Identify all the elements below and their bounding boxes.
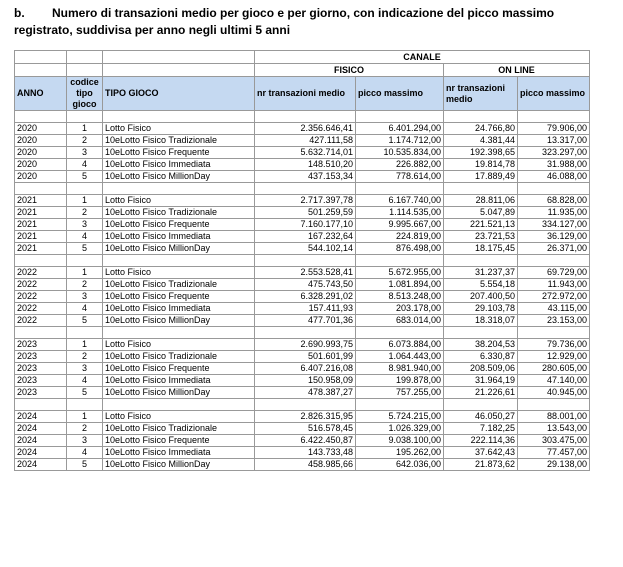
cell-anno: 2021 [15,243,67,255]
table-row [15,351,590,363]
cell-online-medio: 31.964,19 [444,375,518,387]
cell-online-medio: 19.814,78 [444,159,518,171]
table-row [15,123,590,135]
cell-fisico-picco: 6.401.294,00 [356,123,444,135]
cell-online-medio: 4.381,44 [444,135,518,147]
cell-online-medio: 5.554,18 [444,279,518,291]
cell-fisico-picco: 5.724.215,00 [356,411,444,423]
subchannel-header-row [15,64,590,77]
cell-online-medio: 31.237,37 [444,267,518,279]
cell-codice: 5 [67,315,103,327]
cell-fisico-medio: 437.153,34 [255,171,356,183]
col-fisico-picco: picco massimo [356,77,444,111]
cell-anno: 2022 [15,267,67,279]
cell-fisico-medio: 2.717.397,78 [255,195,356,207]
cell-codice: 2 [67,207,103,219]
cell-online-picco: 43.115,00 [518,303,590,315]
transactions-table [14,50,590,471]
cell-fisico-medio: 150.958,09 [255,375,356,387]
col-fisico-medio: nr transazioni medio [255,77,356,111]
cell-fisico-picco: 683.014,00 [356,315,444,327]
cell-codice: 1 [67,267,103,279]
cell-tipo-gioco: 10eLotto Fisico Tradizionale [103,351,255,363]
section-title-line2: registrato, suddivisa per anno negli ultimi 5 anni [14,23,291,37]
cell-anno: 2022 [15,315,67,327]
cell-fisico-medio: 544.102,14 [255,243,356,255]
cell-tipo-gioco: Lotto Fisico [103,339,255,351]
cell-online-picco: 272.972,00 [518,291,590,303]
cell-codice: 3 [67,147,103,159]
section-number: b. [14,6,25,20]
cell-online-picco: 69.729,00 [518,267,590,279]
cell-online-picco: 31.988,00 [518,159,590,171]
cell-codice: 4 [67,447,103,459]
cell-tipo-gioco: 10eLotto Fisico Tradizionale [103,423,255,435]
cell-anno: 2020 [15,123,67,135]
cell-fisico-medio: 427.111,58 [255,135,356,147]
cell-online-medio: 18.175,45 [444,243,518,255]
table-row [15,159,590,171]
cell-fisico-picco: 642.036,00 [356,459,444,471]
cell-tipo-gioco: 10eLotto Fisico Immediata [103,231,255,243]
cell-online-medio: 24.766,80 [444,123,518,135]
cell-codice: 2 [67,351,103,363]
cell-online-picco: 303.475,00 [518,435,590,447]
cell-fisico-medio: 148.510,20 [255,159,356,171]
table-row [15,171,590,183]
cell-fisico-medio: 2.826.315,95 [255,411,356,423]
cell-tipo-gioco: Lotto Fisico [103,267,255,279]
table-row [15,303,590,315]
cell-online-medio: 46.050,27 [444,411,518,423]
cell-fisico-medio: 2.553.528,41 [255,267,356,279]
cell-codice: 4 [67,159,103,171]
cell-codice: 1 [67,195,103,207]
cell-tipo-gioco: 10eLotto Fisico Immediata [103,159,255,171]
cell-online-medio: 21.873,62 [444,459,518,471]
cell-tipo-gioco: 10eLotto Fisico Frequente [103,363,255,375]
cell-fisico-picco: 1.174.712,00 [356,135,444,147]
table-row [15,339,590,351]
cell-codice: 3 [67,435,103,447]
cell-fisico-medio: 143.733,48 [255,447,356,459]
cell-online-medio: 207.400,50 [444,291,518,303]
group-spacer-row [15,327,590,339]
table-row [15,135,590,147]
cell-fisico-medio: 2.356.646,41 [255,123,356,135]
cell-online-picco: 13.543,00 [518,423,590,435]
cell-online-picco: 23.153,00 [518,315,590,327]
cell-fisico-picco: 6.073.884,00 [356,339,444,351]
cell-codice: 2 [67,135,103,147]
cell-fisico-picco: 1.026.329,00 [356,423,444,435]
cell-codice: 4 [67,303,103,315]
table-row [15,423,590,435]
cell-tipo-gioco: 10eLotto Fisico MillionDay [103,315,255,327]
cell-anno: 2020 [15,135,67,147]
cell-tipo-gioco: 10eLotto Fisico MillionDay [103,171,255,183]
cell-anno: 2024 [15,411,67,423]
cell-tipo-gioco: 10eLotto Fisico Immediata [103,447,255,459]
group-spacer-row [15,255,590,267]
cell-anno: 2023 [15,351,67,363]
cell-codice: 5 [67,387,103,399]
cell-fisico-picco: 1.064.443,00 [356,351,444,363]
cell-online-medio: 28.811,06 [444,195,518,207]
cell-online-picco: 46.088,00 [518,171,590,183]
cell-tipo-gioco: 10eLotto Fisico Frequente [103,147,255,159]
table-row [15,363,590,375]
cell-online-medio: 17.889,49 [444,171,518,183]
cell-codice: 5 [67,171,103,183]
cell-fisico-medio: 501.259,59 [255,207,356,219]
cell-codice: 1 [67,339,103,351]
online-header: ON LINE [444,64,590,77]
cell-fisico-picco: 8.981.940,00 [356,363,444,375]
table-row [15,447,590,459]
cell-fisico-picco: 9.995.667,00 [356,219,444,231]
cell-online-picco: 334.127,00 [518,219,590,231]
table-row [15,459,590,471]
cell-online-medio: 222.114,36 [444,435,518,447]
table-row [15,315,590,327]
cell-fisico-picco: 1.081.894,00 [356,279,444,291]
cell-tipo-gioco: 10eLotto Fisico MillionDay [103,243,255,255]
cell-online-picco: 13.317,00 [518,135,590,147]
cell-online-picco: 88.001,00 [518,411,590,423]
cell-fisico-medio: 475.743,50 [255,279,356,291]
cell-codice: 2 [67,279,103,291]
cell-fisico-picco: 5.672.955,00 [356,267,444,279]
cell-online-picco: 12.929,00 [518,351,590,363]
cell-tipo-gioco: 10eLotto Fisico Immediata [103,303,255,315]
col-online-picco: picco massimo [518,77,590,111]
cell-anno: 2022 [15,291,67,303]
cell-fisico-medio: 7.160.177,10 [255,219,356,231]
section-title [14,5,614,39]
cell-tipo-gioco: Lotto Fisico [103,123,255,135]
cell-anno: 2024 [15,423,67,435]
cell-codice: 5 [67,243,103,255]
cell-tipo-gioco: 10eLotto Fisico Immediata [103,375,255,387]
group-spacer-row [15,111,590,123]
cell-fisico-medio: 6.328.291,02 [255,291,356,303]
cell-fisico-picco: 8.513.248,00 [356,291,444,303]
column-header-row [15,77,590,111]
cell-online-picco: 47.140,00 [518,375,590,387]
group-spacer-row [15,183,590,195]
cell-online-medio: 192.398,65 [444,147,518,159]
cell-online-picco: 40.945,00 [518,387,590,399]
cell-online-medio: 29.103,78 [444,303,518,315]
col-online-medio: nr transazioni medio [444,77,518,111]
cell-anno: 2021 [15,195,67,207]
cell-anno: 2021 [15,231,67,243]
col-anno: ANNO [15,77,67,111]
cell-codice: 3 [67,219,103,231]
group-spacer-row [15,399,590,411]
cell-fisico-medio: 157.411,93 [255,303,356,315]
cell-anno: 2021 [15,207,67,219]
cell-fisico-picco: 199.878,00 [356,375,444,387]
cell-anno: 2023 [15,375,67,387]
table-row [15,411,590,423]
cell-anno: 2023 [15,339,67,351]
cell-fisico-medio: 458.985,66 [255,459,356,471]
cell-online-picco: 323.297,00 [518,147,590,159]
cell-fisico-medio: 2.690.993,75 [255,339,356,351]
cell-online-medio: 5.047,89 [444,207,518,219]
cell-online-picco: 280.605,00 [518,363,590,375]
cell-tipo-gioco: Lotto Fisico [103,411,255,423]
cell-online-medio: 221.521,13 [444,219,518,231]
cell-anno: 2020 [15,171,67,183]
table-row [15,387,590,399]
cell-fisico-picco: 195.262,00 [356,447,444,459]
cell-tipo-gioco: 10eLotto Fisico Tradizionale [103,279,255,291]
cell-online-picco: 11.935,00 [518,207,590,219]
cell-codice: 4 [67,231,103,243]
canale-header: CANALE [255,51,590,64]
cell-tipo-gioco: 10eLotto Fisico MillionDay [103,387,255,399]
table-row [15,291,590,303]
table-row [15,375,590,387]
cell-fisico-picco: 1.114.535,00 [356,207,444,219]
cell-anno: 2023 [15,387,67,399]
col-codice: codice tipo gioco [67,77,103,111]
cell-anno: 2024 [15,459,67,471]
table-row [15,231,590,243]
cell-online-picco: 29.138,00 [518,459,590,471]
cell-fisico-medio: 6.422.450,87 [255,435,356,447]
table-row [15,147,590,159]
cell-fisico-picco: 10.535.834,00 [356,147,444,159]
cell-online-picco: 68.828,00 [518,195,590,207]
cell-anno: 2024 [15,447,67,459]
cell-codice: 1 [67,123,103,135]
cell-codice: 5 [67,459,103,471]
cell-fisico-picco: 778.614,00 [356,171,444,183]
fisico-header: FISICO [255,64,444,77]
cell-codice: 1 [67,411,103,423]
table-row [15,195,590,207]
cell-fisico-medio: 167.232,64 [255,231,356,243]
cell-fisico-picco: 9.038.100,00 [356,435,444,447]
channel-header-row [15,51,590,64]
cell-online-picco: 77.457,00 [518,447,590,459]
cell-fisico-picco: 226.882,00 [356,159,444,171]
table-row [15,243,590,255]
cell-tipo-gioco: 10eLotto Fisico Frequente [103,291,255,303]
cell-tipo-gioco: 10eLotto Fisico Tradizionale [103,135,255,147]
table-row [15,207,590,219]
cell-fisico-medio: 516.578,45 [255,423,356,435]
cell-online-medio: 18.318,07 [444,315,518,327]
cell-anno: 2020 [15,147,67,159]
cell-codice: 3 [67,291,103,303]
cell-online-medio: 6.330,87 [444,351,518,363]
cell-online-medio: 7.182,25 [444,423,518,435]
cell-fisico-picco: 757.255,00 [356,387,444,399]
cell-tipo-gioco: 10eLotto Fisico MillionDay [103,459,255,471]
cell-fisico-picco: 203.178,00 [356,303,444,315]
cell-fisico-medio: 478.387,27 [255,387,356,399]
cell-online-medio: 208.509,06 [444,363,518,375]
cell-online-picco: 26.371,00 [518,243,590,255]
cell-tipo-gioco: 10eLotto Fisico Frequente [103,435,255,447]
col-tipo-gioco: TIPO GIOCO [103,77,255,111]
cell-anno: 2021 [15,219,67,231]
cell-anno: 2023 [15,363,67,375]
table-row [15,219,590,231]
cell-online-picco: 79.736,00 [518,339,590,351]
cell-online-medio: 38.204,53 [444,339,518,351]
cell-fisico-picco: 224.819,00 [356,231,444,243]
cell-fisico-medio: 5.632.714,01 [255,147,356,159]
cell-fisico-medio: 501.601,99 [255,351,356,363]
cell-anno: 2022 [15,303,67,315]
cell-online-picco: 11.943,00 [518,279,590,291]
cell-online-medio: 23.721,53 [444,231,518,243]
section-title-line1: Numero di transazioni medio per gioco e per giorno, con indicazione del picco massimo [52,6,555,20]
cell-anno: 2020 [15,159,67,171]
cell-online-picco: 36.129,00 [518,231,590,243]
cell-tipo-gioco: 10eLotto Fisico Tradizionale [103,207,255,219]
cell-anno: 2024 [15,435,67,447]
cell-codice: 4 [67,375,103,387]
cell-online-medio: 37.642,43 [444,447,518,459]
cell-codice: 2 [67,423,103,435]
table-row [15,435,590,447]
cell-codice: 3 [67,363,103,375]
cell-tipo-gioco: 10eLotto Fisico Frequente [103,219,255,231]
table-row [15,267,590,279]
cell-fisico-picco: 6.167.740,00 [356,195,444,207]
cell-tipo-gioco: Lotto Fisico [103,195,255,207]
cell-fisico-picco: 876.498,00 [356,243,444,255]
table-row [15,279,590,291]
cell-fisico-medio: 477.701,36 [255,315,356,327]
cell-fisico-medio: 6.407.216,08 [255,363,356,375]
cell-online-picco: 79.906,00 [518,123,590,135]
cell-anno: 2022 [15,279,67,291]
cell-online-medio: 21.226,61 [444,387,518,399]
